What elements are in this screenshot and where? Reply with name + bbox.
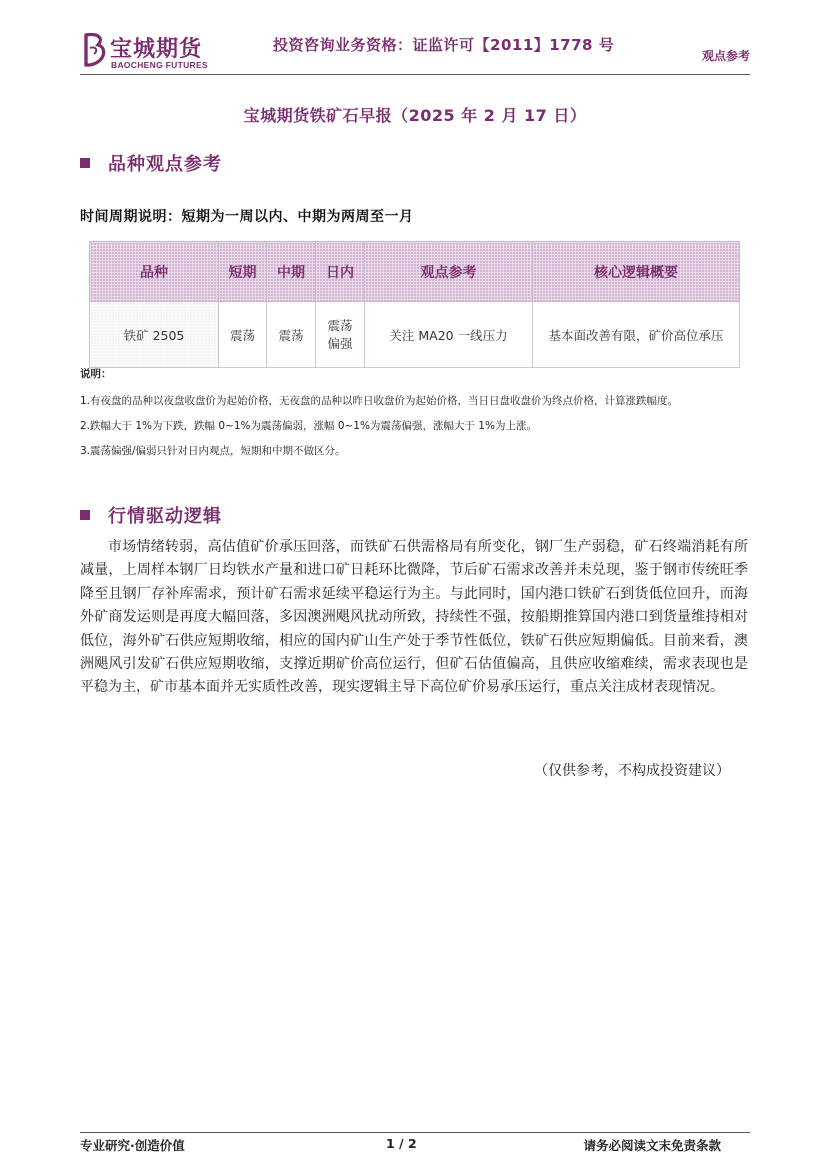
header-mid-term: 中期 <box>267 242 316 302</box>
table-row <box>90 302 740 368</box>
header-core-logic: 核心逻辑概要 <box>533 242 740 302</box>
header-divider <box>80 74 750 75</box>
square-bullet-icon <box>80 158 90 168</box>
section-title: 行情驱动逻辑 <box>108 506 222 527</box>
section-title: 品种观点参考 <box>108 154 222 175</box>
cell-mid-term: 震荡 <box>267 302 316 368</box>
header-view: 观点参考 <box>365 242 533 302</box>
header-intraday: 日内 <box>316 242 365 302</box>
bc-logo-icon <box>80 32 108 68</box>
intraday-line-2: 偏强 <box>327 335 353 351</box>
cell-core-logic: 基本面改善有限，矿价高位承压 <box>533 302 740 368</box>
logo-english-name: BAOCHENG FUTURES <box>111 60 208 70</box>
disclaimer-text: （仅供参考，不构成投资建议） <box>534 763 730 779</box>
footer-slogan: 专业研究·创造价值 <box>80 1138 185 1153</box>
cell-intraday <box>316 302 365 368</box>
period-note: 时间周期说明：短期为一周以内、中期为两周至一月 <box>80 209 414 225</box>
company-logo <box>80 32 220 72</box>
header-short-term: 短期 <box>219 242 267 302</box>
logo-chinese-name: 宝城期货 <box>110 36 203 62</box>
cell-variety: 铁矿 2505 <box>90 302 219 368</box>
note-item: 3.震荡偏强/偏弱只针对日内观点，短期和中期不做区分。 <box>80 445 346 457</box>
square-bullet-icon <box>80 510 90 520</box>
note-item: 2.跌幅大于 1%为下跌，跌幅 0~1%为震荡偏弱，涨幅 0~1%为震荡偏强，涨幅大于 1%为上涨。 <box>80 420 537 432</box>
header-tag: 观点参考 <box>701 49 750 63</box>
notes-title: 说明： <box>80 368 112 380</box>
footer-divider <box>80 1132 750 1133</box>
page-header <box>80 30 750 74</box>
footer-disclaimer-link[interactable]: 请务必阅读文末免责条款 <box>583 1138 721 1153</box>
intraday-line-1: 震荡 <box>327 317 353 333</box>
note-item: 1.有夜盘的品种以夜盘收盘价为起始价格，无夜盘的品种以昨日收盘价为起始价格，当日日盘收盘价为终点价格，计算涨跌幅度。 <box>80 395 679 407</box>
cell-short-term: 震荡 <box>219 302 267 368</box>
market-analysis-paragraph: 市场情绪转弱，高估值矿价承压回落，而铁矿石供需格局有所变化，钢厂生产弱稳，矿石终端消耗有所减量，上周样本钢厂日均铁水产量和进口矿日耗环比微降，节后矿石需求改善并未兑现，鉴于钢市传统旺季降至且钢厂存补库需求，预计矿石需求延续平稳运行为主。与此同时，国内港口铁矿石到货低位回升，而海外矿商发运则是再度大幅回落，多因澳洲飓风扰动所致，持续性不强，按船期推算国内港口到货量维持相对低位，海外矿石供应短期收缩，相应的国内矿山生产处于季节性低位，铁矿石供应短期偏低。目前来看，澳洲飓风引发矿石供应短期收缩，支撑近期矿价高位运行，但矿石估值偏高，且供应收缩难续，需求表现也是平稳为主，矿市基本面并无实质性改善，现实逻辑主导下高位矿价易承压运行，重点关注成材表现情况。 <box>80 539 748 696</box>
page-number: 1 / 2 <box>386 1136 417 1151</box>
table-header-row <box>90 242 740 302</box>
license-text: 投资咨询业务资格：证监许可【2011】1778 号 <box>273 36 615 54</box>
cell-view: 关注 MA20 一线压力 <box>365 302 533 368</box>
document-title: 宝城期货铁矿石早报（2025 年 2 月 17 日） <box>243 106 587 125</box>
header-variety: 品种 <box>90 242 219 302</box>
notes-block <box>80 366 750 468</box>
views-table <box>89 241 740 368</box>
